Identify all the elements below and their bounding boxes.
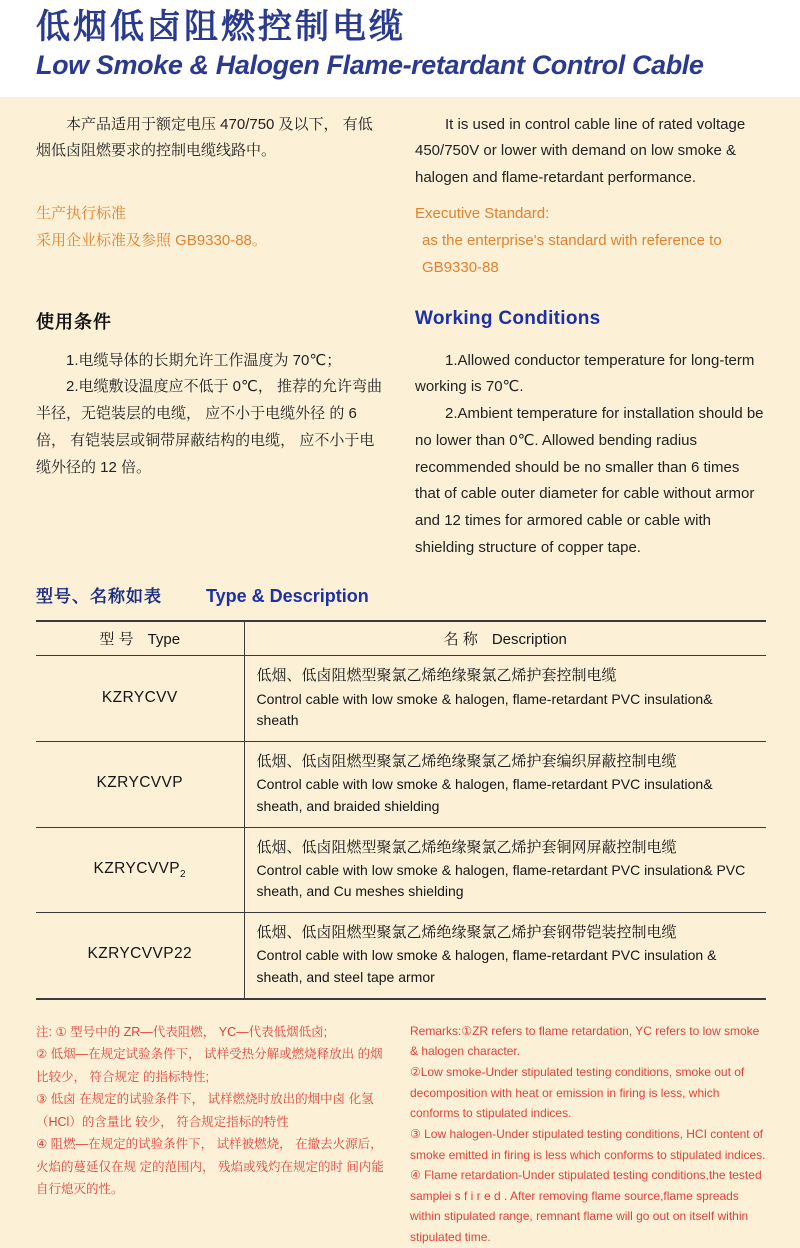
type-description-heading: [36, 582, 766, 607]
remark-en-1: Remarks:①ZR refers to flame retardation, YC refers to low smoke & halogen character.: [410, 1023, 760, 1059]
table-body: [36, 656, 766, 999]
standard-english-column: [415, 200, 766, 281]
column-header-desc-cn: 名 称: [443, 631, 478, 649]
column-header-description: [244, 621, 766, 656]
description-cn: 低烟、低卤阻燃型聚氯乙烯绝缘聚氯乙烯护套铜网屏蔽控制电缆: [256, 838, 677, 856]
intro-chinese-column: [36, 112, 387, 191]
note-cn-2: ② 低烟—在规定试验条件下， 试样受热分解或燃烧释放出 的烟比较少， 符合规定 的指标特性;: [36, 1047, 383, 1084]
page-content: [0, 112, 800, 1248]
note-cn-1: 注: ① 型号中的 ZR—代表阻燃， YC—代表低烟低卤;: [36, 1024, 328, 1039]
description-cn: 低烟、低卤阻燃型聚氯乙烯绝缘聚氯乙烯护套编织屏蔽控制电缆: [256, 752, 677, 770]
standard-chinese-column: [36, 200, 387, 281]
conditions-heading-cn-column: [36, 308, 387, 334]
column-header-type: [36, 621, 244, 656]
description-cell: [244, 913, 766, 999]
column-header-type-en: Type: [147, 631, 181, 649]
note-cn-3: ③ 低卤 在规定的试验条件下， 试样燃烧时放出的烟中卤 化氢（HCl）的含量比 较少， 符合规定指标的特性: [36, 1092, 374, 1129]
standard-en-line2: as the enterprise's standard with reference to GB9330-88: [422, 231, 722, 276]
page-header: [0, 0, 800, 97]
working-conditions-heading-en: Working Conditions: [415, 307, 601, 329]
working-conditions-section: [36, 348, 766, 562]
type-code-subscript: 2: [180, 868, 186, 880]
remark-en-4: ④ Flame retardation-Under stipulated testing conditions,the tested samplei s f i r e d . After removing flame source,flame spreads within stipulated range, remnant flame will go out on itself within stipulated time.: [410, 1168, 762, 1244]
page-title-english: Low Smoke & Halogen Flame-retardant Control Cable: [36, 49, 704, 80]
table-row: [36, 656, 766, 742]
standard-cn-line2: 采用企业标准及参照 GB9330-88。: [36, 231, 267, 249]
type-code-cell: [36, 827, 244, 913]
table-row: [36, 913, 766, 999]
type-heading-cn: 型号、名称如表: [36, 587, 162, 607]
type-code: KZRYCVVP: [93, 859, 181, 877]
column-header-type-cn: 型 号: [99, 631, 134, 649]
description-cn: 低烟、低卤阻燃型聚氯乙烯绝缘聚氯乙烯护套钢带铠装控制电缆: [256, 924, 677, 942]
conditions-cn-item2: 2.电缆敷设温度应不低于 0℃， 推荐的允许弯曲半径，无铠装层的电缆， 应不小于电缆外径 的 6 倍， 有铠装层或铜带屏蔽结构的电缆， 应不小于电缆外径的 12 倍。: [36, 378, 383, 476]
column-header-desc-en: Description: [491, 631, 567, 649]
description-en: Control cable with low smoke & halogen, flame-retardant PVC insulation& PVC sheath, and Cu meshes shielding: [256, 861, 746, 900]
conditions-chinese-column: [36, 348, 387, 562]
type-code: KZRYCVVP22: [87, 945, 193, 963]
table-row: [36, 741, 766, 827]
remarks-english-column: [410, 1021, 766, 1248]
type-description-table: [36, 620, 766, 1000]
type-heading-en: Type & Description: [206, 586, 369, 607]
type-code-cell: [36, 656, 244, 742]
description-cell: [244, 827, 766, 913]
note-cn-4: ④ 阻燃—在规定的试验条件下， 试样被燃烧， 在撤去火源后， 火焰的蔓延仅在规 定的范围内， 残焰或残灼在规定的时 间内能自行熄灭的性。: [36, 1137, 384, 1197]
type-code: KZRYCVV: [101, 688, 178, 706]
description-cn: 低烟、低卤阻燃型聚氯乙烯绝缘聚氯乙烯护套控制电缆: [256, 667, 617, 685]
notes-chinese-column: [36, 1021, 392, 1248]
intro-text-cn: 本产品适用于额定电压 470/750 及以下， 有低烟低卤阻燃要求的控制电缆线路中。: [36, 116, 373, 160]
conditions-en-item1: 1.Allowed conductor temperature for long-term working is 70℃.: [415, 351, 755, 396]
intro-section: [36, 112, 766, 191]
intro-text-en: It is used in control cable line of rated voltage 450/750V or lower with demand on low smoke & halogen and flame-retardant performance.: [415, 116, 746, 186]
type-code: KZRYCVVP: [96, 774, 183, 792]
conditions-cn-item1: 1.电缆导体的长期允许工作温度为 70℃；: [66, 351, 342, 369]
footnotes-section: [36, 1021, 766, 1248]
conditions-en-item2: 2.Ambient temperature for installation should be no lower than 0℃. Allowed bending radius recommended should be no smaller than 6 times that of cable outer diameter for cable without armor and 12 times for armored cable or cable with shielding structure of copper tape.: [415, 405, 764, 556]
page-title-chinese: 低烟低卤阻燃控制电缆: [36, 8, 406, 46]
conditions-english-column: [415, 348, 766, 562]
standard-cn-line1: 生产执行标准: [36, 204, 127, 222]
intro-english-column: [415, 112, 766, 191]
standard-en-line1: Executive Standard:: [415, 204, 550, 222]
description-en: Control cable with low smoke & halogen, flame-retardant PVC insulation& sheath, and braided shielding: [256, 776, 713, 814]
remark-en-3: ③ Low halogen-Under stipulated testing conditions, HCI content of smoke emitted in firing is less which conforms to stipulated indices.: [410, 1126, 766, 1162]
working-conditions-heading-cn: 使用条件: [36, 311, 112, 332]
remark-en-2: ②Low smoke-Under stipulated testing conditions, smoke out of decomposition with heat or emission in firing is less, which conforms to stipulated indices.: [410, 1065, 745, 1121]
table-header-row: [36, 621, 766, 656]
table-row: [36, 827, 766, 913]
description-en: Control cable with low smoke & halogen, flame-retardant PVC insulation & sheath, and steel tape armor: [256, 947, 717, 986]
conditions-heading-en-column: [415, 308, 766, 334]
description-en: Control cable with low smoke & halogen, flame-retardant PVC insulation& sheath: [256, 690, 713, 729]
table-header: [36, 621, 766, 656]
type-code-cell: [36, 741, 244, 827]
conditions-heading-row: [36, 308, 766, 334]
type-code-cell: [36, 913, 244, 999]
description-cell: [244, 741, 766, 827]
description-cell: [244, 656, 766, 742]
executive-standard-section: [36, 200, 766, 281]
